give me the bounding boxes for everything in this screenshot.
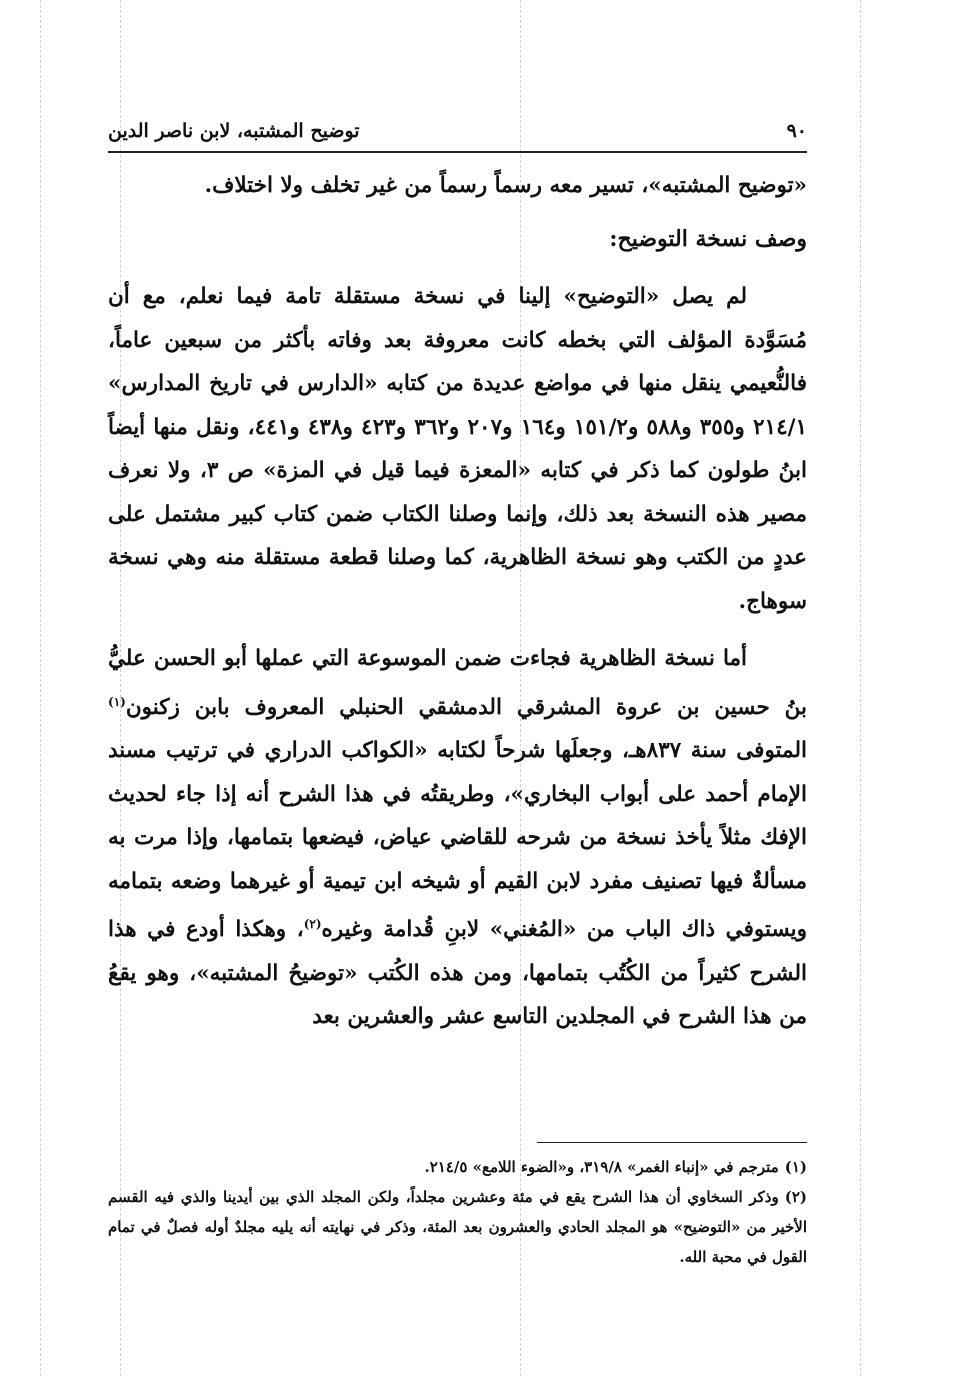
footnote-2 bbox=[108, 1182, 807, 1272]
footnote-marker: (١) bbox=[784, 1158, 807, 1176]
footnote-1 bbox=[108, 1152, 807, 1182]
running-title: توضيح المشتبه، لابن ناصر الدين bbox=[108, 120, 360, 142]
footnote-ref-1: (١) bbox=[108, 694, 126, 709]
scan-artifact-line bbox=[860, 0, 861, 1376]
footnote-marker: (٢) bbox=[784, 1188, 807, 1206]
footnote-text: مترجم في «إنباء الغمر» ٣١٩/٨، و«الضوء اللامع» ٢١٤/٥. bbox=[424, 1158, 779, 1176]
paragraph-2-text: أما نسخة الظاهرية فجاءت ضمن الموسوعة التي عملها أبو الحسن عليُّ بنُ حسين بن عروة المشرقي الدمشقي الحنبلي المعروف بابن زكنون bbox=[108, 646, 807, 720]
paragraph-2-text: المتوفى سنة ٨٣٧هـ، وجعلَها شرحاً لكتابه «الكواكب الدراري في ترتيب مسند الإمام أحمد على أبواب البخاري»، وطريقتُه في هذا الشرح أنه إذا جاء لحديث الإفك مثلاً يأخذ نسخة من شرحه للقاضي عياض، فيضعها بتمامها، وإذا مرت به مسألةٌ فيها تصنيف مفرد لابن القيم أو شيخه ابن تيمية أو غيرهما وضعه بتمامه ويستوفي ذاك الباب من «المُغني» لابنِ قُدامة وغيره bbox=[108, 738, 807, 943]
scan-artifact-line bbox=[40, 0, 41, 1376]
continuation-line: «توضيح المشتبه»، تسير معه رسماً رسماً من غير تخلف ولا اختلاف. bbox=[204, 173, 807, 198]
footnotes bbox=[108, 1152, 807, 1272]
footnote-divider bbox=[537, 1142, 807, 1143]
paragraph-2-text: ، وهكذا أودع في هذا الشرح كثيراً من الكُتُب بتمامها، ومن هذه الكُتب «توضيحُ المشتبه»، وهو يقعُ من هذا الشرح في المجلدين التاسع عشر والعشرين بعد bbox=[108, 917, 807, 1030]
paragraph-1: لم يصل «التوضيح» إلينا في نسخة مستقلة تامة فيما نعلم، مع أن مُسَوَّدة المؤلف التي بخطه كانت معروفة بعد وفاته بأكثر من سبعين عاماً، فالنُّعيمي ينقل منها في مواضع عديدة من كتابه «الدارس في تاريخ المدارس» ٢١٤/١ و٣٥٥ و٥٨٨ و١٥١/٢ و١٦٤ و٢٠٧ و٣٦٢ و٤٢٣ و٤٣٨ و٤٤١، ونقل منها أيضاً ابنُ طولون كما ذكر في كتابه «المعزة فيما قيل في المزة» ص ٣، ولا نعرف مصير هذه النسخة بعد ذلك، وإنما وصلنا الكتاب ضمن كتاب كبير مشتمل على عددٍ من الكتب وهو نسخة الظاهرية، كما وصلنا قطعة مستقلة منه وهي نسخة سوهاج. bbox=[108, 284, 808, 614]
main-text bbox=[108, 164, 807, 1039]
page-header bbox=[108, 112, 807, 150]
header-divider bbox=[108, 151, 807, 153]
paragraph-2 bbox=[108, 637, 807, 1039]
section-heading: وصف نسخة التوضيح: bbox=[609, 225, 807, 252]
footnote-ref-2: (٢) bbox=[303, 917, 322, 932]
footnote-text: وذكر السخاوي أن هذا الشرح يقع في مئة وعشرين مجلداً، ولكن المجلد الذي بين أيدينا والذي فيه القسم الأخير من «التوضيح» هو المجلد الحادي والعشرون بعد المئة، وذكر في نهايته أنه يليه مجلدٌ أوله فصلٌ في تمام القول في محبة الله. bbox=[108, 1188, 807, 1266]
page-number: ٩٠ bbox=[786, 120, 807, 142]
